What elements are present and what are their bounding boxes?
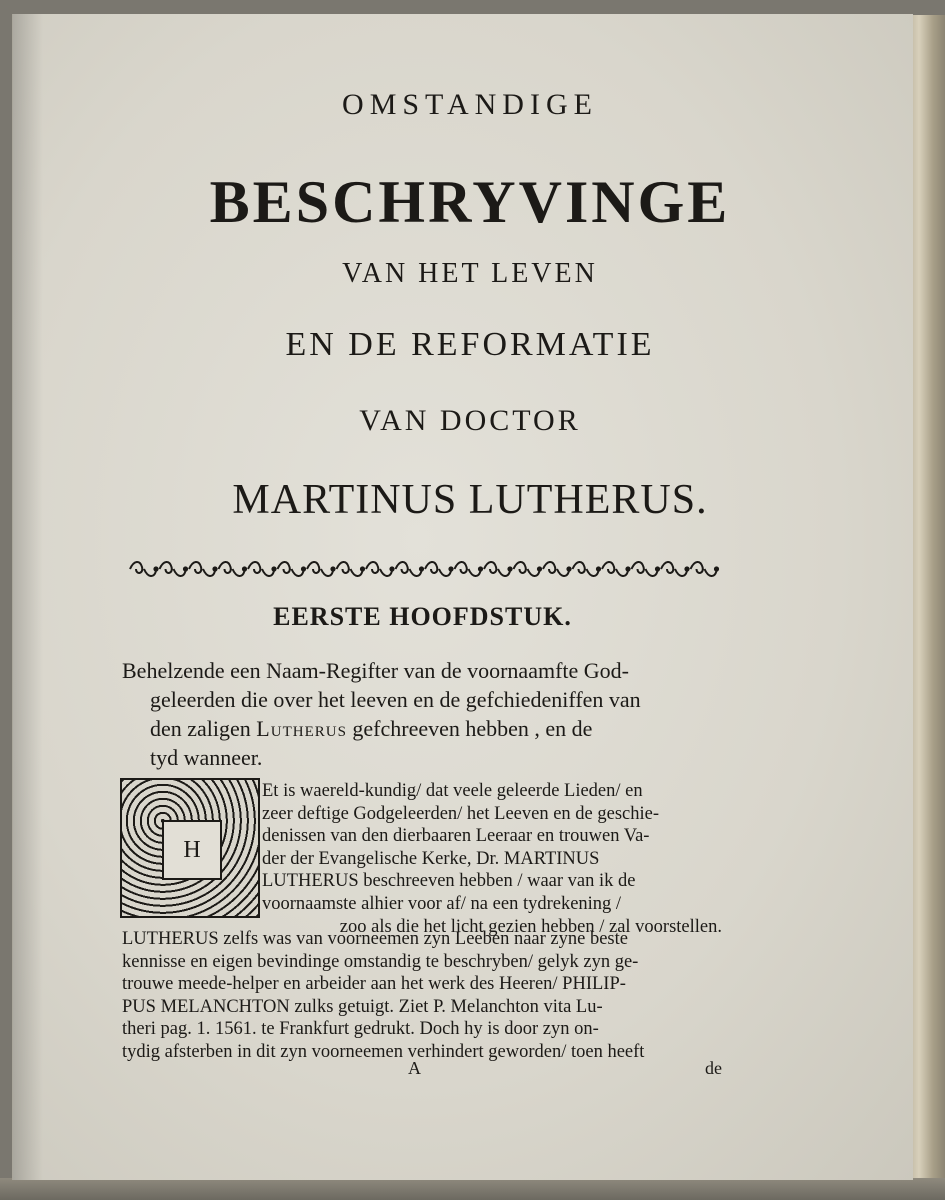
title-line-martinus-lutherus: MARTINUS LUTHERUS. — [232, 477, 708, 523]
catchword: de — [705, 1058, 722, 1078]
summary-line-3a: den zaligen — [150, 716, 257, 741]
body-line: zoo als die het licht gezien hebben / zal voorstellen. — [339, 916, 722, 937]
body-line: der der Evangelische Kerke, Dr. MARTINUS — [262, 848, 600, 869]
summary-line-4: tyd wanneer. — [150, 745, 263, 770]
body-text-beside-initial — [262, 780, 722, 938]
body-text-full-width — [122, 928, 722, 1064]
decorated-initial — [120, 778, 260, 918]
body-line: trouwe meede-helper en arbeider aan het werk des Heeren/ PHILIP- — [122, 974, 626, 995]
body-line: LUTHERUS zelfs was van voorneemen zyn Leeben naar zyne beste — [122, 929, 628, 949]
title-line-omstandige: OMSTANDIGE — [342, 88, 598, 121]
body-line: voornaamste alhier voor af/ na een tydrekening / — [262, 893, 622, 914]
summary-line-3c: gefchreeven hebben , en de — [346, 716, 593, 741]
summary-line-3 — [122, 714, 722, 743]
body-line: LUTHERUS beschreeven hebben / waar van ik de — [262, 871, 636, 892]
body-line: denissen van den dierbaaren Leeraar en trouwen Va- — [262, 826, 650, 847]
summary-line-2: geleerden die over het leeven en de gefchiedeniffen van — [150, 687, 641, 712]
chapter-summary — [122, 656, 722, 772]
book-bottom-edge — [0, 1178, 945, 1200]
drop-cap-letter: H — [162, 820, 222, 880]
title-line-reformatie: EN DE REFORMATIE — [285, 326, 655, 363]
chapter-heading: EERSTE HOOFDSTUK. — [273, 602, 572, 631]
signature-mark: A — [408, 1058, 421, 1078]
ornament-divider — [122, 556, 722, 582]
summary-line-1: Behelzende een Naam-Regifter van de voornaamfte God- — [122, 658, 629, 683]
title-line-van-doctor: VAN DOCTOR — [359, 404, 581, 437]
body-line: zeer deftige Godgeleerden/ het Leeven en de geschie- — [262, 803, 660, 824]
body-line: kennisse en eigen bevindinge omstandig te beschryben/ gelyk zyn ge- — [122, 951, 639, 972]
summary-lutherus: Lutherus — [256, 716, 347, 741]
body-line: PUS MELANCHTON zulks getuigt. Ziet P. Melanchton vita Lu- — [122, 996, 603, 1017]
body-line: theri pag. 1. 1561. te Frankfurt gedrukt. Doch hy is door zyn on- — [122, 1019, 599, 1040]
body-line: tydig afsterben in dit zyn voorneemen verhindert geworden/ toen heeft — [122, 1041, 645, 1062]
title-line-van-het-leven: VAN HET LEVEN — [342, 258, 598, 289]
title-line-beschryvinge: BESCHRYVINGE — [209, 169, 731, 235]
body-line: Et is waereld-kundig/ dat veele geleerde Lieden/ en — [262, 781, 643, 801]
